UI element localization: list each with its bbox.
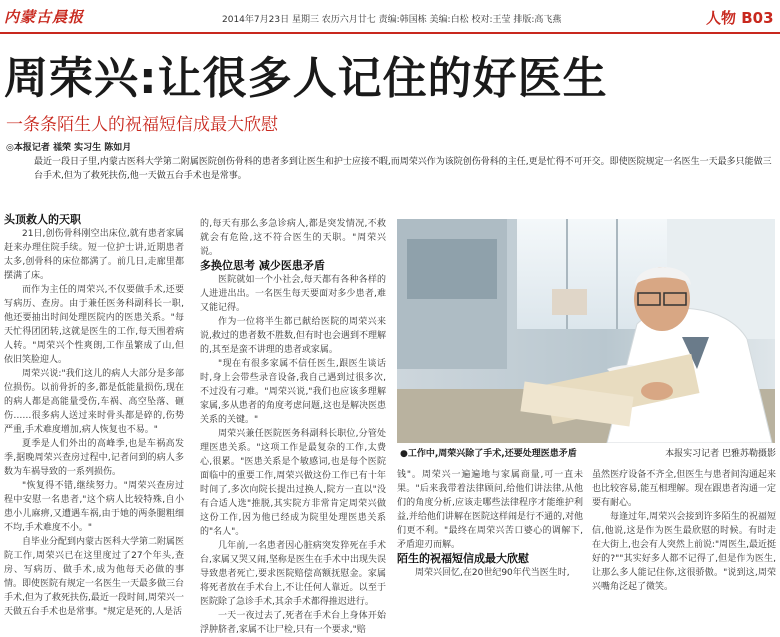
paragraph: "现在有很多家属不信任医生,跟医生谈话时,身上会带些录音设备,我自己遇到过很多次,不过没有刁难。"周荣兴说,"我们也应该多理解家属,多从患者的角度考虑问题,这也是解决医患关系的关键。" <box>200 359 386 425</box>
article-photo <box>397 219 775 443</box>
section-tag: 人物 B03 <box>706 9 774 27</box>
column-1 <box>4 213 184 619</box>
paragraph: 医院就如一个小社会,每天都有各种各样的人进进出出。一名医生每天要面对多少患者,难又能记得。 <box>200 275 386 313</box>
headline: 周荣兴:让很多人记住的好医生 <box>4 53 608 104</box>
subheadline: 一条条陌生人的祝福短信成最大欣慰 <box>6 115 278 135</box>
byline: ◎本报记者 禚荣 实习生 陈如月 <box>6 143 132 153</box>
photo-caption <box>400 446 776 459</box>
paragraph: 虽然医疗设备不齐全,但医生与患者间沟通起来也比较容易,能互相理解。现在跟患者沟通一定要有耐心。 <box>592 470 776 508</box>
paragraph: 周荣兴回忆,在20世纪90年代当医生时, <box>415 568 570 578</box>
paragraph: 夏季是人们外出的高峰季,也是车祸高发季,据晚周荣兴查房过程中,记者问到的病人多数为车祸导致的一系列损伤。 <box>4 439 184 477</box>
paragraph: 周荣兴说:"我们这儿的病人大部分是多部位损伤。以前骨折的多,都是低能量损伤,现在的病人都是高能量受伤,车祸、高空坠落、砸伤……很多病人送过来时骨头都是碎的,伤势严重,手术难度增加,病人恢复也不易。" <box>4 369 184 435</box>
paragraph: "恢复得不错,继续努力。"周荣兴查房过程中安慰一名患者,"这个病人比较特殊,自小患小儿麻痹,又遭遇车祸,由于她的两条腿粗细不均,手术难度不小。" <box>4 481 184 533</box>
section-heading: 陌生的祝福短信成最大欣慰 <box>397 552 529 565</box>
paragraph: 每逢过年,周荣兴会接到许多陌生的祝福短信,他说,这是作为医生最欣慰的时候。有时走在大街上,也会有人突然上前说:"周医生,最近挺好的?""其实好多人都不记得了,但是作为医生,让那么多人能记住你,这很骄傲。"说到这,周荣兴嘴角泛起了微笑。 <box>592 512 776 592</box>
paragraph: 自毕业分配到内蒙古医科大学第二附属医院工作,周荣兴已在这里度过了27个年头,查房、写病历、做手术,成为他每天必做的事情。即使医院有规定一名医生一天最多做三台手术,但为了救死扶伤,最近一段时间,周荣兴一天做五台手术也是常事。"规定是死的,人是活 <box>4 537 185 617</box>
section-heading: 多换位思考 减少医患矛盾 <box>200 259 325 272</box>
section-heading: 头顶救人的天职 <box>4 213 81 226</box>
doctor-reading-records-photo <box>397 219 775 443</box>
lead-paragraph: 最近一段日子里,内蒙古医科大学第二附属医院创伤骨科的患者多到让医生和护士应接不暇,而周荣兴作为该院创伤骨科的主任,更是忙得不可开交。即使医院规定一名医生一天最多只能做三台手术,但为了救死扶伤,他一天做五台手术也是常事。 <box>34 157 772 181</box>
paragraph: 几年前,一名患者因心脏病突发猝死在手术台,家属又哭又闹,坚称是医生在手术中出现失误导致患者死亡,要求医院赔偿高额抚慰金。家属将死者放在手术台上,不让任何人靠近。以至于医院除了急诊手术,其余手术都得推迟进行。 <box>200 541 386 607</box>
paragraph: 一天一夜过去了,死者在手术台上身体开始浮肿脐者,家属不让尸检,只有一个要求,"赔 <box>200 611 386 635</box>
newspaper-logo: 内蒙古晨报 <box>4 8 85 26</box>
column-3 <box>397 468 583 580</box>
photo-credit: 本报实习记者 巴雅苏勒摄影 <box>665 449 776 459</box>
paragraph: 21日,创伤骨科刚空出床位,就有患者家属赶来办理住院手续。短一位护士讲,近期患者太多,创骨科的床位都满了。前几日,走廊里都摆满了床。 <box>4 229 184 281</box>
column-4 <box>592 468 776 594</box>
paragraph: 而作为主任的周荣兴,不仅要做手术,还要写病历、查房。由于兼任医务科副科长一职,他还要抽出时间处理医院内的医患关系。"每天忙得团团转,这就是医生的工作,每天围着病人转。"周荣兴个性爽朗,工作虽繁成了山,但依旧笑脸迎人。 <box>4 285 184 365</box>
paragraph: 钱"。周荣兴一遍遍地与家属商量,可一直未果。"后来我带着法律顾问,给他们讲法律,从他们的角度分析,应该走哪些法律程序才能维护利益,并给他们讲解在医院这样闹是行不通的,对他们更不利。"最终在周荣兴苦口婆心的调解下,矛盾迎刃而解。 <box>397 470 583 550</box>
paragraph: 作为一位将半生都已献给医院的周荣兴来说,救过的患者数不胜数,但有时也会遇到不理解的,其至是蛮不讲理的患者或家属。 <box>200 317 386 355</box>
top-rule <box>0 32 780 34</box>
caption-text: ●工作中,周荣兴除了手术,还要处理医患矛盾 <box>400 449 577 459</box>
paragraph: 的,每天有那么多急诊病人,都是突发情况,不救就会有危险,这不符合医生的天职。"周荣兴说。 <box>200 219 386 257</box>
column-2 <box>200 217 386 637</box>
issue-meta: 2014年7月23日 星期三 农历六月廿七 责编:韩国栋 美编:白松 校对:王莹 排版:高飞燕 <box>222 15 562 25</box>
paragraph: 周荣兴兼任医院医务科副科长职位,分管处理医患关系。"这项工作是最复杂的工作,太费心,很累。"医患关系是个敏感词,也是每个医院面临中的重要工作,周荣兴做这份工作已有十年时间了,多次向院长提出过换人,院方一直以"没有合适人选"推脱,其实院方非常肯定周荣兴做这份工作,因为他已经成为院里处理医患关系的"名人"。 <box>200 429 386 537</box>
